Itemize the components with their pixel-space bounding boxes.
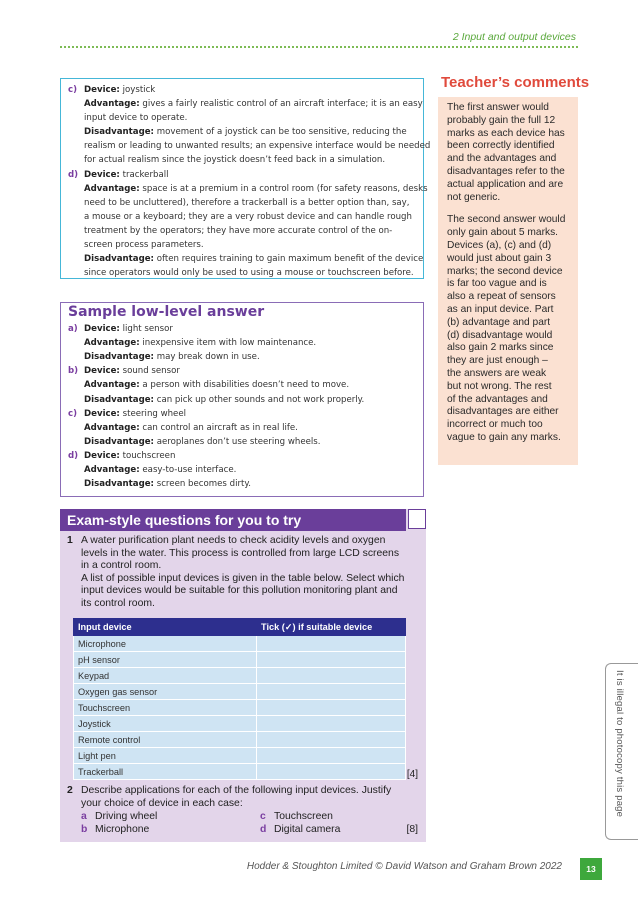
teacher-comments-title: Teacher’s comments: [441, 74, 590, 91]
tick-cell[interactable]: [257, 716, 406, 732]
advantage-label: Advantage:: [84, 380, 140, 391]
option-d: [260, 824, 340, 837]
device-text: joystick: [119, 85, 156, 95]
device-cell: pH sensor: [74, 652, 257, 668]
comment-line: as an input device. Part: [447, 303, 554, 315]
comment-line: also a repeat of sensors: [447, 291, 556, 303]
comment-line: marks as each device has: [447, 127, 565, 139]
device-cell: Touchscreen: [74, 700, 257, 716]
disadvantage-text: screen becomes dirty.: [154, 479, 251, 490]
running-header: 2 Input and output devices: [452, 31, 576, 43]
advantage-text: gives a fairly realistic control of an aircraft interface; it is an easy: [139, 99, 423, 110]
disadvantage-label: Disadvantage:: [84, 254, 154, 265]
question-line: A water purification plant needs to check acidity levels and oxygen: [81, 535, 386, 546]
tick-cell[interactable]: [257, 764, 406, 780]
option-letter: d: [260, 824, 267, 835]
device-label: Device:: [84, 450, 120, 461]
photocopy-warning-text: It is illegal to photocopy this page: [614, 670, 625, 818]
exam-questions-panel: [60, 509, 426, 842]
device-cell: Microphone: [74, 636, 257, 652]
device-cell: Trackerball: [74, 764, 257, 780]
disadvantage-text: aeroplanes don’t use steering wheels.: [154, 436, 321, 447]
tick-cell[interactable]: [257, 684, 406, 700]
advantage-label: Advantage:: [84, 465, 140, 476]
advantage-text: input device to operate.: [84, 113, 188, 124]
disadvantage-text: for actual realism since the joystick doesn’t feed back in a simulation.: [84, 155, 386, 166]
table-row: [74, 684, 406, 700]
disadvantage-label: Disadvantage:: [84, 436, 154, 447]
column-header: Input device: [74, 619, 257, 636]
disadvantage-text: since operators would only be used to using a mouse or touchscreen before.: [84, 268, 414, 279]
table-row: [74, 732, 406, 748]
device-cell: Remote control: [74, 732, 257, 748]
item-label: d): [68, 169, 79, 180]
device-label: Device:: [84, 408, 120, 419]
option-b: [81, 824, 149, 837]
tick-cell[interactable]: [257, 700, 406, 716]
comment-line: would just about gain 3: [447, 252, 552, 264]
question-line: in a control room.: [81, 560, 162, 571]
table-row: [74, 668, 406, 684]
comment-line: Devices (a), (c) and (d): [447, 239, 552, 251]
device-text: trackerball: [119, 169, 169, 180]
teacher-comments-box: [438, 97, 578, 465]
low-item-b: [68, 364, 415, 406]
copyright-footer: Hodder & Stoughton Limited © David Watson and Graham Brown 2022: [246, 861, 562, 872]
advantage-text: inexpensive item with low maintenance.: [139, 338, 317, 349]
advantage-label: Advantage:: [84, 422, 140, 433]
comment-line: only gain about 5 marks.: [447, 227, 558, 239]
question-line: input devices would be suitable for this pollution monitoring plant and: [81, 585, 398, 596]
tick-cell[interactable]: [257, 668, 406, 684]
option-text: Digital camera: [274, 824, 341, 835]
teacher-paragraph-1: [447, 102, 572, 204]
device-text: sound sensor: [119, 366, 180, 377]
comment-line: (d) disadvantage would: [447, 329, 553, 341]
device-cell: Oxygen gas sensor: [74, 684, 257, 700]
device-label: Device:: [84, 366, 120, 377]
advantage-text: need to be uncluttered), therefore a trackerball is a better option than, say,: [84, 197, 410, 208]
advantage-text: space is at a premium in a control room (for safety reasons, desks: [139, 183, 428, 194]
advantage-text: a mouse or a keyboard; they are a very robust device and can handle rough: [84, 211, 412, 222]
comment-line: is far too vague and is: [447, 278, 547, 290]
advantage-label: Advantage:: [84, 183, 140, 194]
page-number: 13: [580, 858, 602, 880]
table-row: [74, 652, 406, 668]
advantage-label: Advantage:: [84, 99, 140, 110]
comment-line: actual application and are: [447, 178, 564, 190]
item-label: b): [68, 366, 79, 377]
option-text: Touchscreen: [274, 811, 333, 822]
exam-questions-title: Exam-style questions for you to try: [60, 509, 406, 531]
question-line: its control room.: [81, 597, 155, 609]
table-row: [74, 700, 406, 716]
device-label: Device:: [84, 169, 120, 180]
comment-line: they are just enough –: [447, 355, 548, 367]
comment-line: also gain 2 marks since: [447, 342, 554, 354]
item-label: d): [68, 450, 79, 461]
question-line: A list of possible input devices is given in the table below. Select which: [81, 572, 405, 584]
answer-item-d: [68, 168, 428, 281]
advantage-text: a person with disabilities doesn’t need to move.: [139, 380, 350, 391]
disadvantage-text: may break down in use.: [154, 352, 260, 363]
comment-line: probably gain the full 12: [447, 114, 556, 126]
advantage-text: can control an aircraft as in real life.: [139, 422, 298, 433]
item-label: c): [68, 85, 78, 95]
exam-header-corner: [408, 509, 426, 529]
photocopy-warning-tab: [605, 663, 638, 840]
disadvantage-text: realism or leading to unwanted results; an expensive interface would be needed: [84, 141, 431, 152]
tick-cell[interactable]: [257, 748, 406, 764]
option-text: Driving wheel: [95, 811, 158, 822]
question-2-marks: [8]: [406, 824, 418, 835]
option-a: [81, 811, 157, 824]
question-line: your choice of device in each case:: [81, 797, 243, 809]
question-text: [81, 785, 416, 810]
question-number: 1: [67, 535, 73, 546]
question-1-marks: [4]: [406, 769, 418, 780]
option-letter: c: [260, 811, 266, 822]
device-cell: Light pen: [74, 748, 257, 764]
device-label: Device:: [84, 324, 120, 335]
table-row: [74, 764, 406, 780]
table-row: [74, 636, 406, 652]
comment-line: the answers are weak: [447, 367, 547, 379]
teacher-paragraph-2: [447, 214, 572, 444]
device-label: Device:: [84, 85, 120, 95]
option-text: Microphone: [95, 824, 150, 835]
table-row: [74, 748, 406, 764]
input-device-table: [73, 618, 406, 780]
disadvantage-text: can pick up other sounds and not work properly.: [154, 394, 365, 405]
column-header: Tick (✓) if suitable device: [257, 619, 406, 636]
advantage-text: easy-to-use interface.: [139, 465, 237, 476]
comment-line: marks; the second device: [447, 265, 563, 277]
tick-cell[interactable]: [257, 652, 406, 668]
comment-line: (b) advantage and part: [447, 316, 551, 328]
question-line: Describe applications for each of the following input devices. Justify: [81, 785, 392, 796]
advantage-text: treatment by the operators; they have more accurate control of the on-: [84, 225, 393, 236]
option-letter: b: [81, 824, 88, 835]
disadvantage-text: movement of a joystick can be too sensitive, reducing the: [154, 127, 407, 138]
low-answer-box: [60, 302, 424, 497]
tick-cell[interactable]: [257, 636, 406, 652]
device-text: steering wheel: [119, 408, 187, 419]
comment-line: and the advantages and: [447, 153, 557, 165]
question-line: levels in the water. This process is controlled from large LCD screens: [81, 547, 400, 559]
item-label: a): [68, 324, 78, 335]
header-rule: [60, 46, 578, 48]
low-item-c: [68, 407, 415, 449]
comment-line: been correctly identified: [447, 140, 555, 152]
device-cell: Keypad: [74, 668, 257, 684]
comment-line: of the advantages and: [447, 393, 548, 405]
comment-line: The first answer would: [447, 102, 549, 113]
item-label: c): [68, 408, 78, 419]
device-text: touchscreen: [119, 450, 176, 461]
disadvantage-label: Disadvantage:: [84, 479, 154, 490]
device-text: light sensor: [119, 324, 173, 335]
comment-line: not generic.: [447, 191, 501, 203]
question-text: [81, 535, 416, 610]
disadvantage-label: Disadvantage:: [84, 394, 154, 405]
low-item-d: [68, 449, 415, 491]
answer-item-c: [68, 83, 431, 168]
comment-line: disadvantages are either: [447, 406, 559, 418]
low-answer-title: Sample low-level answer: [68, 304, 265, 320]
low-item-a: [68, 322, 415, 364]
high-answer-box: [60, 78, 431, 279]
comment-line: but not wrong. The rest: [447, 380, 552, 392]
disadvantage-label: Disadvantage:: [84, 127, 154, 138]
tick-cell[interactable]: [257, 732, 406, 748]
table-header-row: [74, 619, 406, 636]
comment-line: disadvantages refer to the: [447, 165, 565, 177]
advantage-text: screen process parameters.: [84, 240, 204, 251]
device-cell: Joystick: [74, 716, 257, 732]
disadvantage-text: often requires training to gain maximum benefit of the device: [154, 254, 424, 265]
option-letter: a: [81, 811, 87, 822]
comment-line: vague to gain any marks.: [447, 431, 561, 443]
question-number: 2: [67, 785, 73, 796]
option-c: [260, 811, 333, 824]
disadvantage-label: Disadvantage:: [84, 352, 154, 363]
comment-line: incorrect or much too: [447, 419, 543, 431]
table-row: [74, 716, 406, 732]
comment-line: The second answer would: [447, 214, 566, 226]
advantage-label: Advantage:: [84, 338, 140, 349]
